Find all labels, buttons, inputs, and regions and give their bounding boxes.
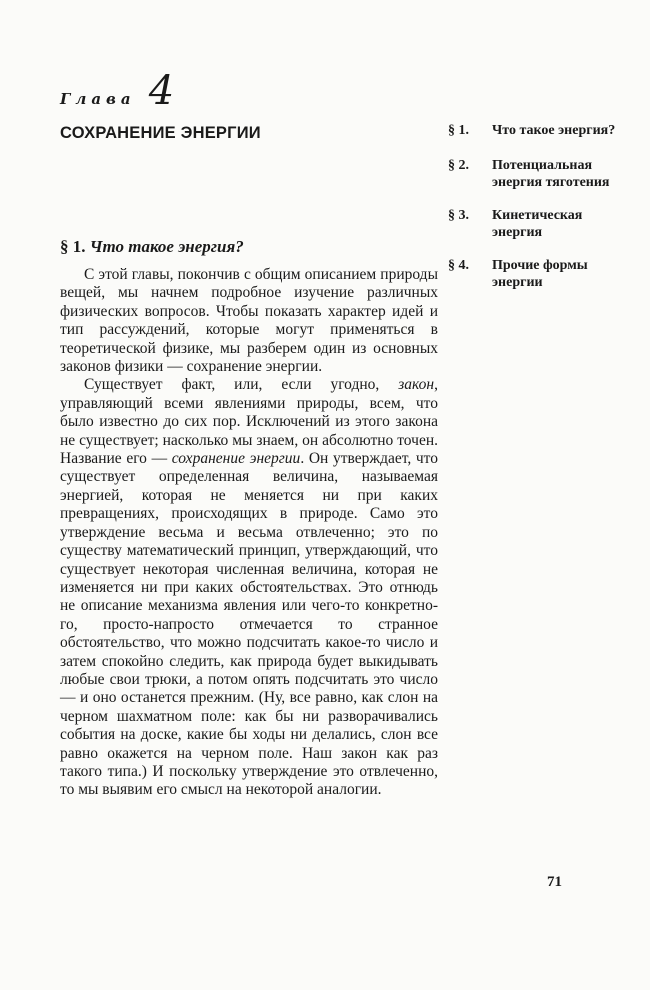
- toc-item-number: § 4.: [448, 258, 469, 273]
- paragraph: [60, 376, 438, 799]
- section-heading: [60, 237, 244, 257]
- toc-item-label: Прочие формы энергии: [492, 258, 588, 290]
- toc-item: [448, 122, 618, 139]
- toc-item-number: § 3.: [448, 208, 469, 223]
- chapter-word: Глава: [60, 90, 136, 108]
- chapter-heading: [60, 68, 174, 114]
- chapter-number: 4: [148, 68, 175, 114]
- section-number: § 1.: [60, 237, 86, 256]
- toc-item-label: Потенциальная энергия тяготения: [492, 158, 610, 190]
- paragraph-text: . Он утверждает, что существует определенная величина, называемая энергией, которая не меняется ни при каких превращениях, происходящих в природе. Само это утверждение весьма и весьма отвлеченно; это по существу математический принцип, утверждающий, что существует некоторая численная величина, которая не изменяется ни при каких обстоятельствах. Это отнюдь не описание механизма явления или чего-то конкретного, просто-напросто отмечается то странное обстоятельство, что можно подсчитать какое-то число и затем спокойно следить, как природа будет выкидывать любые свои трюки, а потом опять подсчитать это число — и оно останется прежним. (Ну, все равно, как слон на черном шахматном поле: как бы ни разворачивались события на доске, какие бы ходы ни делались, слон все равно окажется на черном поле. Наш закон как раз такого типа.) И поскольку утверждение это отвлеченно, то мы выявим его смысл на некоторой аналогии.: [60, 450, 438, 799]
- paragraph-text: , управляющий всеми явлениями природы, всем, что было известно до сих пор. Исключений из этого закона не существует; насколько мы знаем, он абсолютно точен. Название его —: [60, 376, 438, 468]
- body-text: [60, 266, 438, 800]
- toc-item: [448, 207, 618, 241]
- paragraph-text: Существует факт, или, если угодно,: [84, 376, 399, 394]
- chapter-contents: [448, 122, 618, 291]
- emphasis-term: сохранение энергии: [171, 450, 301, 468]
- emphasis-law: закон: [398, 376, 435, 394]
- chapter-title: СОХРАНЕНИЕ ЭНЕРГИИ: [60, 124, 261, 142]
- section-title: Что такое энергия?: [89, 237, 244, 256]
- toc-item: [448, 157, 618, 191]
- toc-item-number: § 1.: [448, 123, 469, 138]
- toc-item: [448, 257, 618, 291]
- toc-item-label: Кинетическая энергия: [492, 208, 583, 240]
- paragraph: С этой главы, покончив с общим описанием природы вещей, мы начнем подробное изучение различных физических вопросов. Чтобы показать характер идей и тип рассуждений, которые могут применяться в теоретической физике, мы разберем один из основных законов физики — сохранение энергии.: [60, 266, 438, 376]
- toc-item-number: § 2.: [448, 158, 469, 173]
- toc-item-label: Что такое энергия?: [492, 123, 616, 138]
- page-number: 71: [547, 874, 562, 890]
